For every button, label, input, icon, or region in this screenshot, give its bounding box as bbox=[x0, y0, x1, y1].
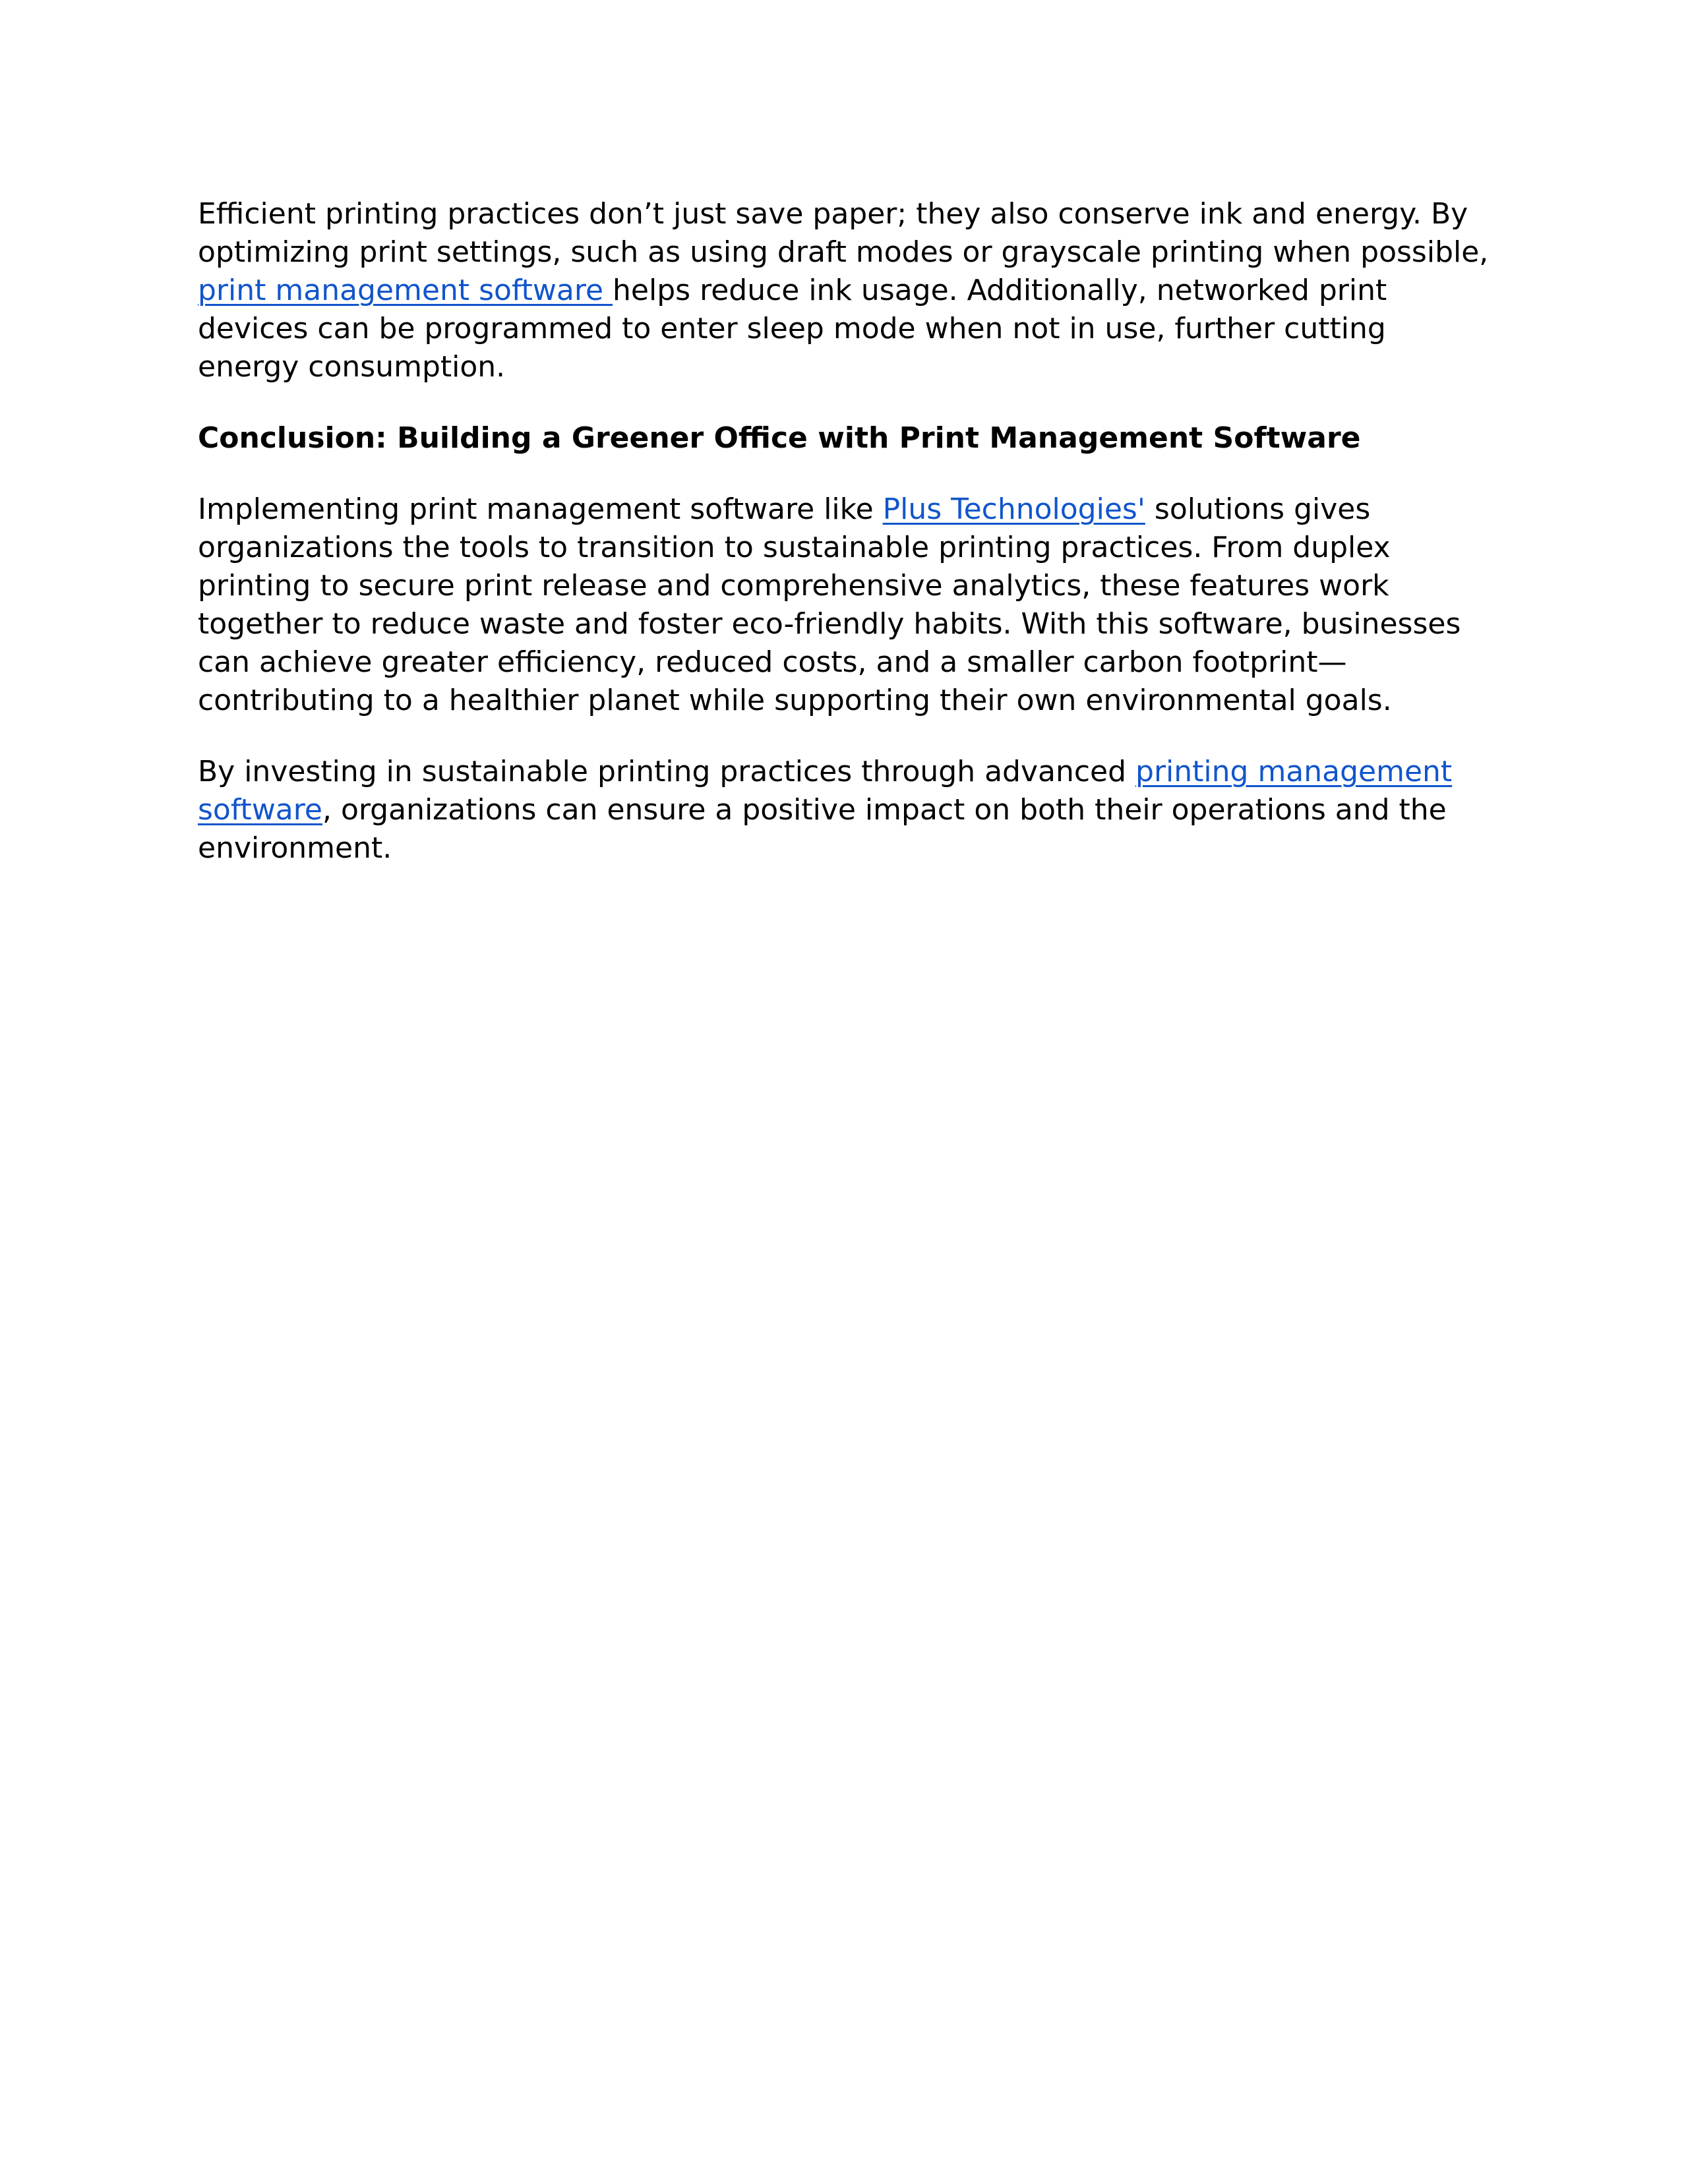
plus-technologies-link[interactable]: Plus Technologies' bbox=[882, 492, 1145, 526]
paragraph-text: Implementing print management software like bbox=[198, 492, 883, 526]
paragraph-text: By investing in sustainable printing practices through advanced bbox=[198, 755, 1136, 788]
paragraph-ink-energy bbox=[198, 195, 1490, 386]
printing-management-software-link[interactable]: printing management software bbox=[198, 755, 1453, 827]
paragraph-investing bbox=[198, 753, 1490, 868]
print-management-software-link[interactable]: print management software bbox=[198, 274, 613, 307]
section-heading: Conclusion: Building a Greener Office with Print Management Software bbox=[198, 421, 1361, 455]
paragraph-text: helps reduce ink usage. Additionally, networked print devices can be programmed to enter sleep mode when not in use, further cutting energy consumption. bbox=[198, 274, 1387, 384]
paragraph-conclusion bbox=[198, 490, 1490, 720]
paragraph-text: , organizations can ensure a positive impact on both their operations and the environment. bbox=[198, 793, 1447, 865]
paragraph-text: solutions gives organizations the tools to transition to sustainable printing practices. From duplex printing to secure print release and comprehensive analytics, these features work together to reduce waste and foster eco-friendly habits. With this software, businesses can achieve greater efficiency, reduced costs, and a smaller carbon footprint—contributing to a healthier planet while supporting their own environmental goals. bbox=[198, 492, 1461, 717]
document-page bbox=[198, 195, 1490, 868]
paragraph-text: Efficient printing practices don’t just save paper; they also conserve ink and energy. By optimizing print settings, such as using draft modes or grayscale printing when possible, bbox=[198, 197, 1489, 269]
